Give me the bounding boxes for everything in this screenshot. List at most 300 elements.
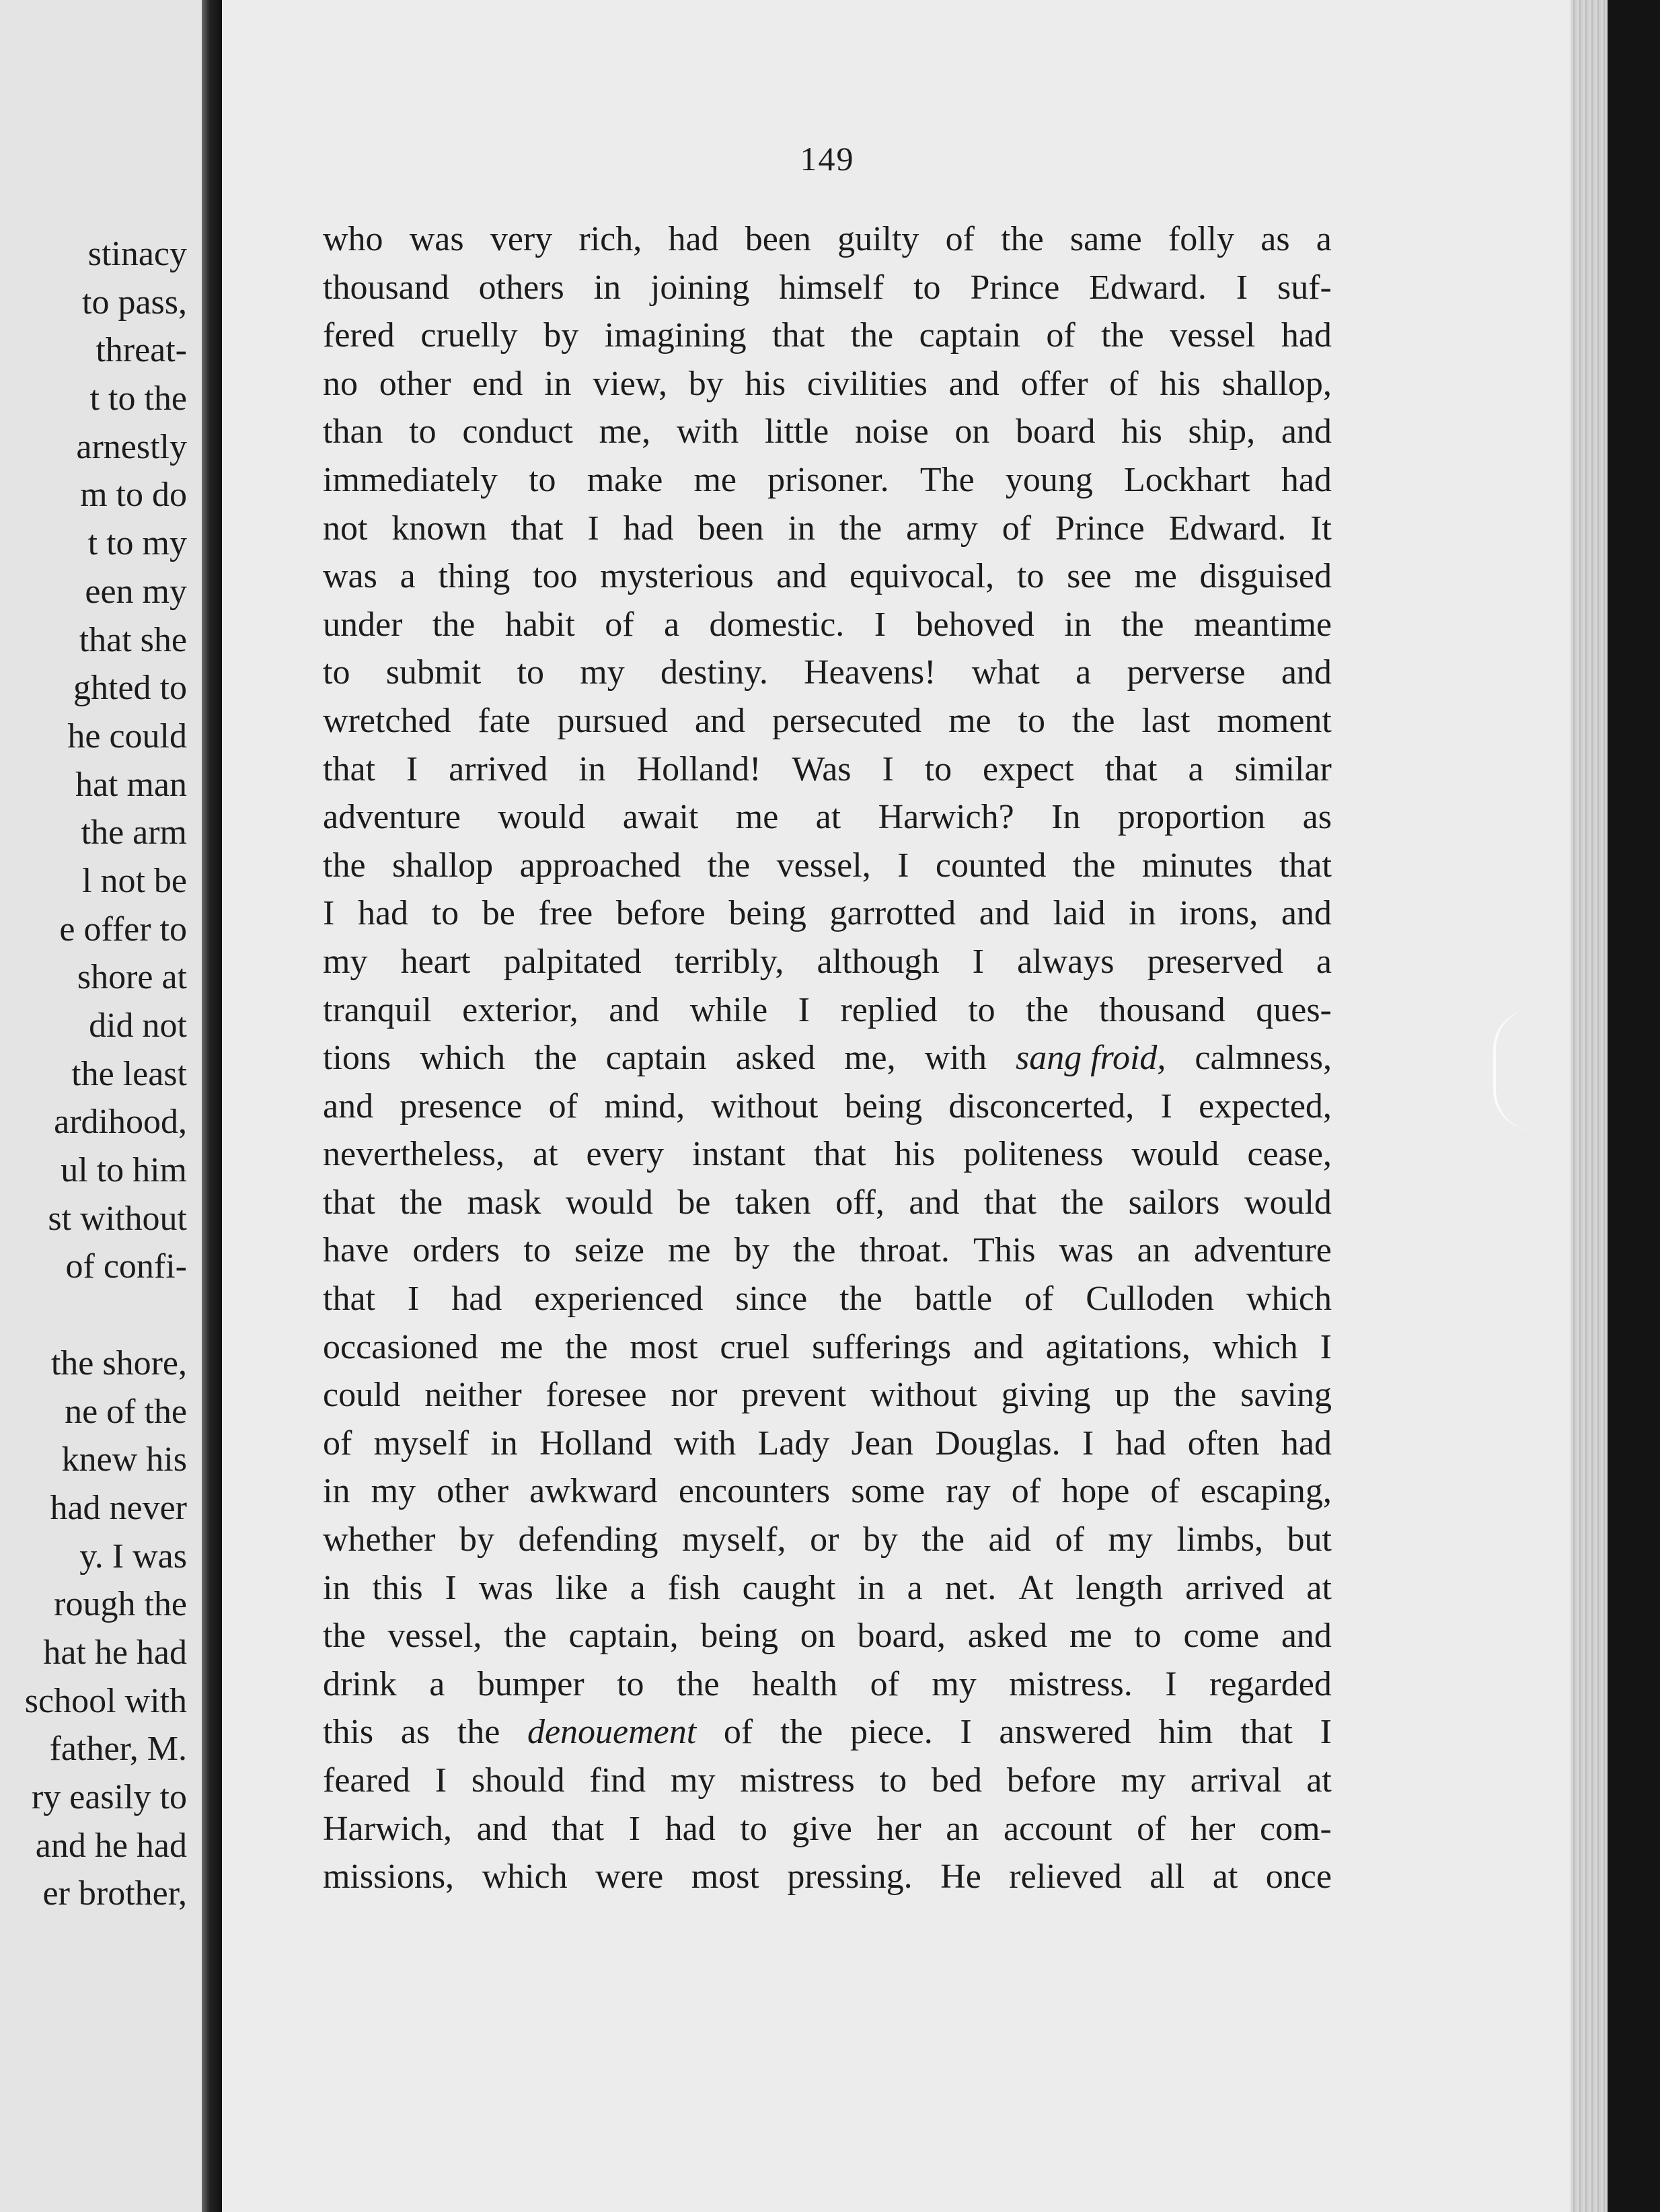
word: I [435,1761,447,1800]
word: an [1137,1231,1170,1270]
word: end [472,364,523,403]
word: his [1160,364,1201,403]
text-line [323,1082,1332,1131]
left-page-line: m to do [80,476,187,515]
word: sufferings [812,1327,952,1366]
text-line [323,264,1332,312]
word: Holland [539,1424,652,1463]
word: to [529,460,556,499]
word: were [595,1857,664,1896]
word: of [1024,1280,1054,1319]
word: the [323,1617,366,1656]
word: had [1281,1424,1332,1463]
word: be [482,894,515,933]
word: domestic. [709,605,845,644]
word: Lady [757,1424,830,1463]
word: had [623,509,674,548]
word: the [534,1039,577,1078]
word: same [1069,220,1142,258]
page-number: 149 [800,140,855,178]
word: give [792,1809,852,1848]
word: my [671,1761,716,1800]
word: mysterious [600,557,754,596]
word: the [1072,846,1116,885]
word: find [589,1761,646,1800]
word: without [870,1376,977,1415]
word: at [1306,1761,1332,1800]
word: to [409,412,437,451]
word: a [907,1568,923,1607]
word: in [858,1568,885,1607]
word: exterior, [462,990,578,1029]
word: answered [999,1713,1131,1752]
word: noise [854,412,929,451]
word: who [323,220,383,258]
word: that [552,1809,605,1848]
word: which [1246,1280,1332,1319]
word: make [587,460,663,499]
text-line [323,1660,1332,1709]
word: fered [323,316,395,355]
word: and [476,1809,527,1848]
word: would [498,798,586,837]
word: and [1281,1617,1332,1656]
word: Douglas. [935,1424,1061,1463]
word: to [913,268,941,307]
word: shallop [391,846,494,885]
word: The [919,460,975,499]
word: awkward [529,1472,658,1511]
word: in [323,1568,350,1607]
word: of [548,1086,578,1126]
word: irons, [1179,894,1258,933]
word: I [874,605,886,644]
word: to [1018,701,1045,740]
word: In [1051,798,1081,837]
word: the [707,846,751,885]
word: others [478,268,564,307]
word: the [1101,316,1144,355]
word: to [517,653,545,692]
word: that [323,749,375,788]
word: her [1191,1809,1236,1848]
word: I [587,509,599,548]
word: expected, [1199,1086,1332,1126]
word: and [1281,412,1332,451]
word: every [586,1135,665,1174]
word: too [533,557,578,596]
left-page-line: to pass, [82,283,187,322]
word: politeness [963,1135,1104,1174]
word: my [580,653,625,692]
word: or [810,1520,839,1559]
word: Culloden [1086,1280,1214,1319]
word: I [1160,1086,1172,1126]
word: com- [1260,1809,1332,1848]
word: the [850,316,894,355]
word: being [728,894,806,933]
word: that [323,1280,375,1319]
word: that [813,1135,866,1174]
word: throat. [859,1231,950,1270]
word: always [1017,942,1115,981]
word: moment [1217,701,1332,740]
word: often [1187,1424,1260,1463]
word: up [1115,1376,1150,1415]
word: mistress. [1009,1664,1133,1703]
word: little [764,412,829,451]
text-line [323,1564,1332,1613]
word: ray [946,1472,991,1511]
word: captain, [568,1617,679,1656]
word: length [1076,1568,1164,1607]
word: perverse [1127,653,1246,692]
word: other [379,364,451,403]
word: me [1134,557,1177,596]
word: foresee [545,1376,647,1415]
word: encounters [678,1472,831,1511]
word: with [676,412,739,451]
text-line [323,1612,1332,1660]
word: escaping, [1200,1472,1332,1511]
word: I [897,846,909,885]
text-line [323,1130,1332,1179]
word: calmness, [1195,1039,1332,1078]
word: heart [400,942,471,981]
word: of [323,1424,352,1463]
word: being [844,1086,923,1126]
scan-artifact [1493,1009,1550,1130]
word: me, [599,412,651,451]
left-page-line: that she [79,620,187,659]
word: that [1279,846,1332,885]
text-line [323,1853,1332,1901]
word: the [1026,990,1069,1029]
word: Harwich, [323,1809,453,1848]
word: this [372,1568,423,1607]
left-page-line: knew his [61,1440,187,1479]
word: since [735,1280,808,1319]
word: This [973,1231,1036,1270]
word: his [894,1135,936,1174]
word: adventure [323,798,461,837]
word: thing [438,557,511,596]
text-line [323,938,1332,986]
word: had [1281,460,1332,499]
word: terribly, [674,942,784,981]
word: had [357,894,409,933]
text-line [323,1516,1332,1564]
word: pressing. [787,1857,913,1896]
word: equivocal, [850,557,995,596]
word: although [817,942,940,981]
word: and [979,894,1030,933]
word: of [945,220,975,258]
word: a [630,1568,646,1607]
word: army [906,509,978,548]
word: and [948,364,999,403]
word: experienced [534,1280,704,1319]
word: piece. [850,1713,933,1752]
text-line [323,1226,1332,1275]
word: missions, [323,1857,455,1896]
word: at [533,1135,558,1174]
word: rich, [578,220,642,258]
word: presence [400,1086,523,1126]
word: in [490,1424,518,1463]
word: myself, [682,1520,786,1559]
word: and [323,1086,374,1126]
page-edge-stack [1571,0,1608,2212]
left-page-line: y. I was [79,1537,187,1576]
word: my [1121,1761,1166,1800]
text-line [323,1420,1332,1468]
word: and [694,701,745,740]
word: I [406,749,418,788]
word: himself [779,268,884,307]
word: I [407,1280,420,1319]
word: battle [914,1280,993,1319]
word: the [504,1617,547,1656]
word: of [605,605,634,644]
word: asked [735,1039,816,1078]
text-line [323,889,1332,938]
word: conduct [462,412,573,451]
word: with [924,1039,987,1078]
word: of [1011,1472,1041,1511]
word: would [1131,1135,1219,1174]
word: guilty [837,220,919,258]
word: I [960,1713,972,1752]
left-page-line: e offer to [59,910,187,949]
word: was [478,1568,533,1607]
left-page-line: t to my [87,524,187,563]
word: of [1002,509,1032,548]
word: a [664,605,680,644]
word: the [1071,701,1115,740]
word: in [1129,894,1156,933]
word: minutes [1141,846,1253,885]
left-page-line: hat he had [43,1633,187,1672]
word: no [323,364,358,403]
word: of [723,1713,753,1752]
word: Edward. [1089,268,1207,307]
word: replied [840,990,938,1029]
text-line [323,456,1332,505]
word: thousand [323,268,449,307]
word: me [1069,1617,1112,1656]
word: I [972,942,984,981]
word: net. [944,1568,997,1607]
word: in [323,1472,350,1511]
text-line [323,552,1332,601]
word: to [617,1664,644,1703]
word: arrived [449,749,548,788]
word: the [565,1327,608,1366]
word: had [451,1280,502,1319]
word: cruelly [420,316,518,355]
word: board, [857,1617,946,1656]
text-line [323,1757,1332,1805]
word: laid [1053,894,1106,933]
word: feared [323,1761,410,1800]
left-page-line: the shore, [50,1343,187,1382]
word: that [772,316,825,355]
word: in [544,364,572,403]
word: regarded [1209,1664,1332,1703]
left-page-line: father, M. [49,1730,187,1769]
word: the [1061,1183,1104,1222]
word: as [1260,220,1290,258]
text-line [323,649,1332,697]
left-page-line: t to the [89,379,187,418]
word: be [677,1183,711,1222]
word: while [689,990,768,1029]
word: account [1003,1809,1112,1848]
word: tions [323,1039,391,1078]
italic-word: sang froid, [1015,1039,1166,1078]
word: the [1001,220,1044,258]
left-page-line: rough the [54,1585,187,1624]
word: adventure [1193,1231,1332,1270]
word: hope [1061,1472,1130,1511]
word: similar [1234,749,1332,788]
word: my [1108,1520,1153,1559]
word: of [1055,1520,1084,1559]
word: which [1212,1327,1298,1366]
word: his [1121,412,1162,451]
word: on [800,1617,835,1656]
word: I [882,749,894,788]
word: very [490,220,553,258]
word: with [673,1424,737,1463]
word: giving [1001,1376,1091,1415]
left-page-text [25,230,187,1918]
word: the [780,1713,823,1752]
word: bumper [477,1664,584,1703]
book-gutter [202,0,222,2212]
word: in [593,268,621,307]
word: cruel [720,1327,790,1366]
word: the [432,605,476,644]
word: at [1212,1857,1238,1896]
scan-background [1608,0,1660,2212]
word: me [500,1327,543,1366]
word: suf- [1277,268,1332,307]
word: to [879,1761,907,1800]
word: pursued [557,701,668,740]
word: was [1059,1231,1114,1270]
word: Prince [1055,509,1145,548]
word: ship, [1188,412,1256,451]
word: had [665,1809,716,1848]
word: a [1316,942,1332,981]
word: mask [467,1183,541,1222]
word: the [1121,605,1164,644]
word: joining [650,268,750,307]
word: to [924,749,952,788]
word: a [429,1664,445,1703]
left-page-line: school with [24,1681,187,1720]
word: aid [988,1520,1032,1559]
word: limbs, [1176,1520,1264,1559]
word: caught [742,1568,836,1607]
word: Prince [970,268,1060,307]
word: at [1306,1568,1332,1607]
word: by [734,1231,769,1270]
word: was [323,557,377,596]
word: my [371,1472,416,1511]
left-facing-page [0,0,202,2212]
word: bed [931,1761,983,1800]
word: a [1188,749,1204,788]
word: would [565,1183,653,1222]
word: wretched [323,701,451,740]
word: off, [835,1183,884,1222]
word: been [745,220,811,258]
word: been [697,509,764,548]
word: as [1302,798,1332,837]
word: approached [519,846,681,885]
left-page-line: l not be [82,861,187,900]
word: young [1005,460,1093,499]
text-line [323,505,1332,553]
word: persecuted [771,701,922,740]
word: instant [692,1135,786,1174]
text-line [323,1805,1332,1853]
word: by [862,1520,898,1559]
word: meantime [1193,605,1332,644]
word: a [1076,653,1092,692]
word: the [323,846,366,885]
word: the [1173,1376,1217,1415]
word: prisoner. [767,460,889,499]
left-page-line: he could [67,716,187,755]
word: known [391,509,487,548]
word: the [839,1280,882,1319]
word: in [578,749,606,788]
word: vessel, [387,1617,482,1656]
word: most [691,1857,759,1896]
word: had [1115,1424,1166,1463]
word: and [909,1183,960,1222]
word: I [1165,1664,1177,1703]
word: that [511,509,564,548]
word: whether [323,1520,436,1559]
left-page-line: shore at [77,958,187,997]
word: some [851,1472,926,1511]
text-line [323,1708,1332,1757]
left-page-line: of confi- [65,1247,187,1286]
word: had [668,220,719,258]
word: tranquil [323,990,432,1029]
word: myself [373,1424,469,1463]
left-page-line: the arm [81,813,187,852]
word: submit [385,653,482,692]
left-page-line: stinacy [87,235,187,273]
word: before [615,894,706,933]
left-page-line: er brother, [42,1874,187,1913]
text-line [323,1323,1332,1372]
word: shallop, [1221,364,1332,403]
word: board [1016,412,1096,451]
left-page-line: had never [50,1488,187,1527]
word: behoved [915,605,1034,644]
word: mistress [740,1761,855,1800]
word: his [745,364,786,403]
word: like [555,1568,608,1607]
left-page-line: ghted to [73,669,187,708]
